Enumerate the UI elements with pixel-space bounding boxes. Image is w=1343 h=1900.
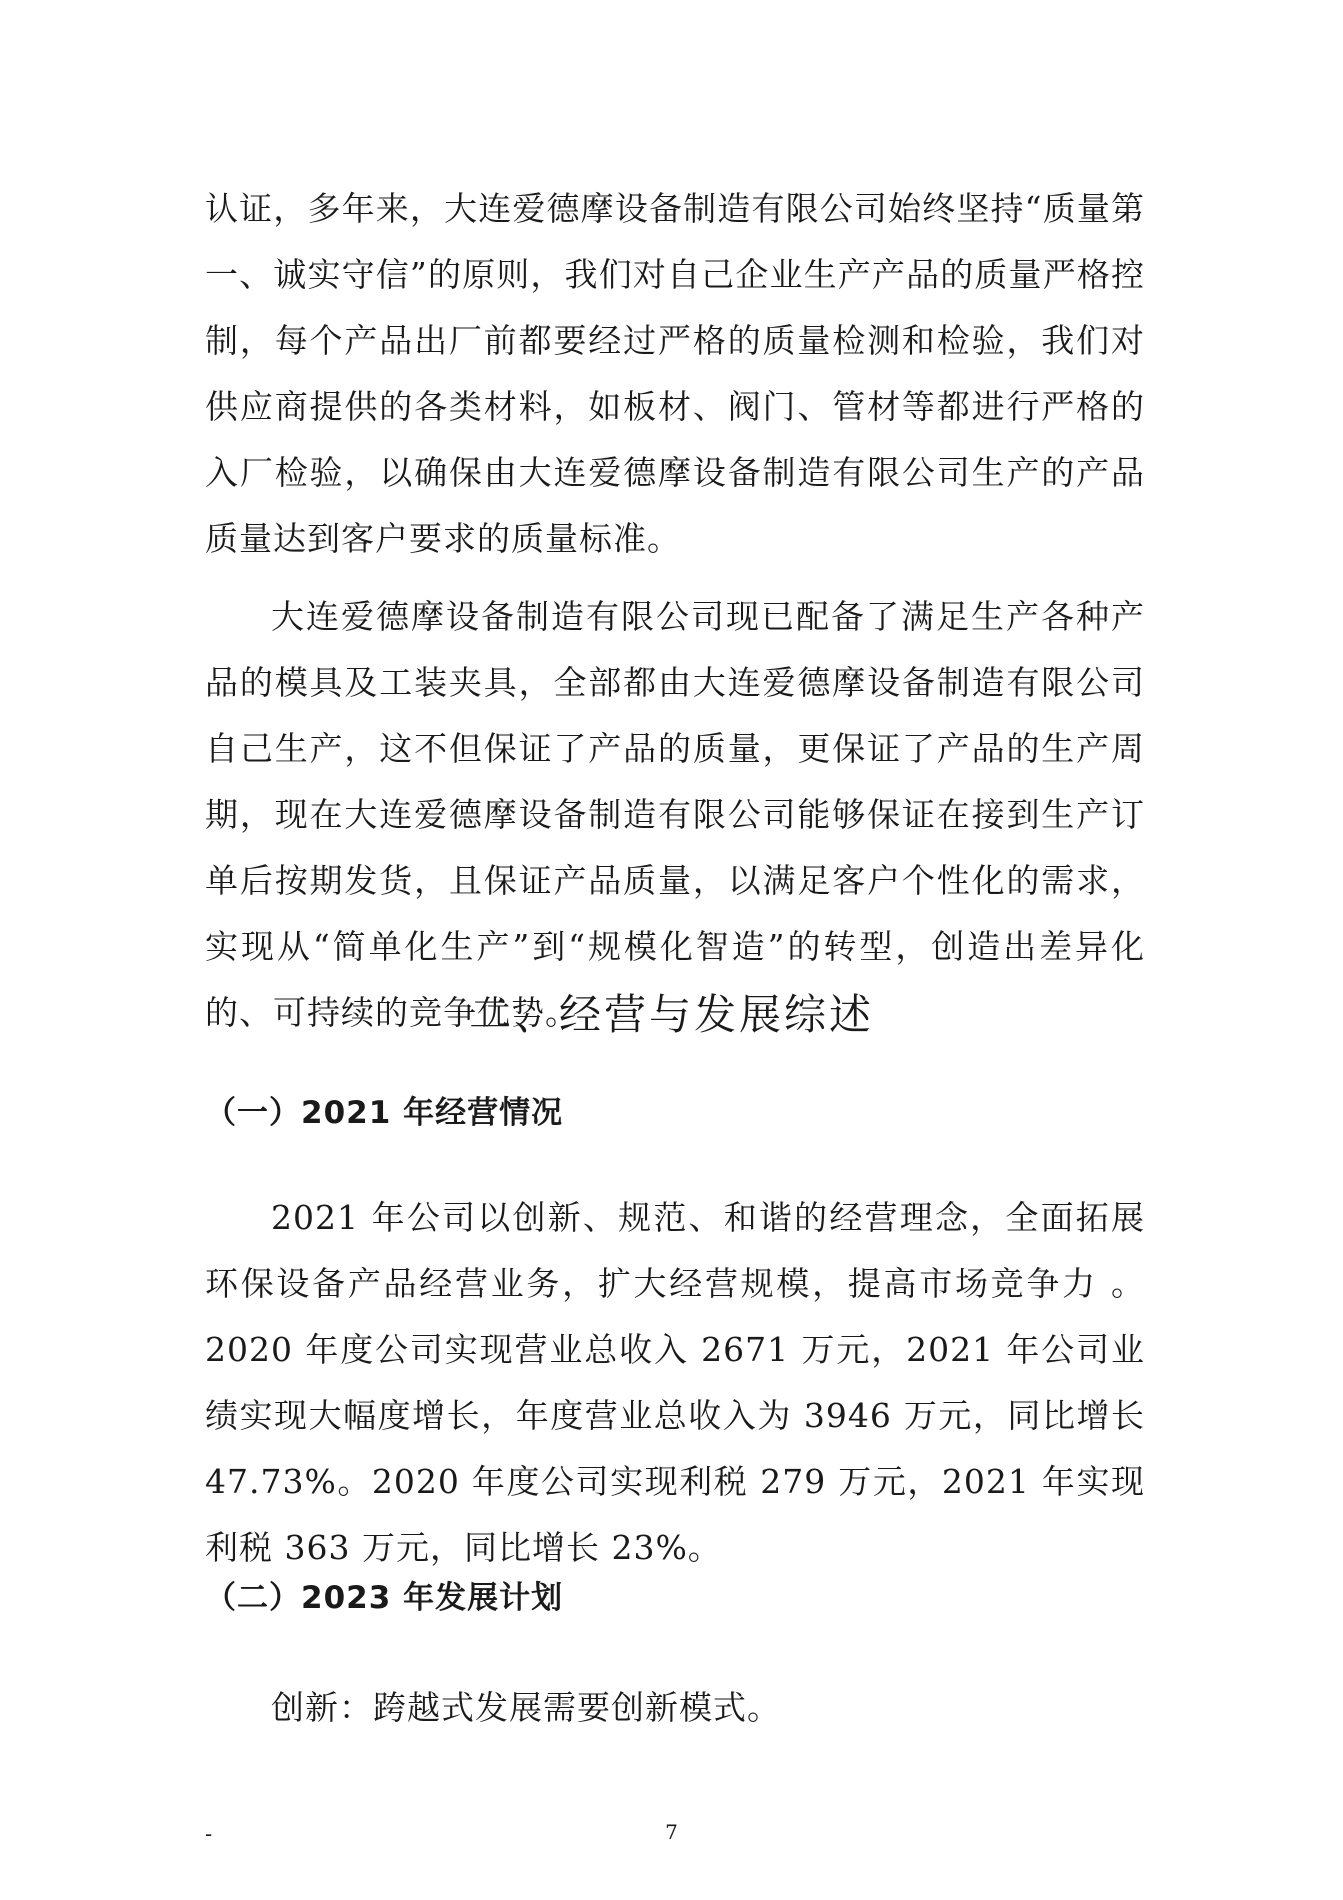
paragraph-innovation: 创新：跨越式发展需要创新模式。 [271, 1688, 781, 1727]
section-heading: 二、经营与发展综述 [468, 990, 874, 1039]
page-number: 7 [665, 1820, 678, 1844]
paragraph-tooling-production: 大连爱德摩设备制造有限公司现已配备了满足生产各种产品的模具及工装夹具，全部都由大连爱德摩设备制造有限公司自己生产，这不但保证了产品的质量，更保证了产品的生产周期，现在大连爱德摩设备制造有限公司能够保证在接到生产订单后按期发货，且保证产品质量，以满足客户个性化的需求，实现从“简单化生产”到“规模化智造”的转型，创造出差异化的、可持续的竞争优势。 [205, 597, 1145, 1032]
subheading-2023-plan: （二）2023 年发展计划 [205, 1580, 564, 1616]
subheading-2021-operations: （一）2021 年经营情况 [205, 1095, 564, 1131]
paragraph-2021-performance: 2021 年公司以创新、规范、和谐的经营理念，全面拓展环保设备产品经营业务，扩大经营规模，提高市场竞争力 。2020 年度公司实现营业总收入 2671 万元，2021 年公司业绩实现大幅度增长，年度营业总收入为 3946 万元，同比增长 47.73%。2020 年度公司实现利税 279 万元，2021 年实现利税 363 万元，同比增长 23%。 [205, 1198, 1145, 1567]
paragraph-quality-commitment: 认证，多年来，大连爱德摩设备制造有限公司始终坚持“质量第一、诚实守信”的原则，我们对自己企业生产产品的质量严格控制，每个产品出厂前都要经过严格的质量检测和检验，我们对供应商提供的各类材料，如板材、阀门、管材等都进行严格的入厂检验，以确保由大连爱德摩设备制造有限公司生产的产品质量达到客户要求的质量标准。 [205, 189, 1145, 558]
footer-dash: - [205, 1822, 213, 1846]
